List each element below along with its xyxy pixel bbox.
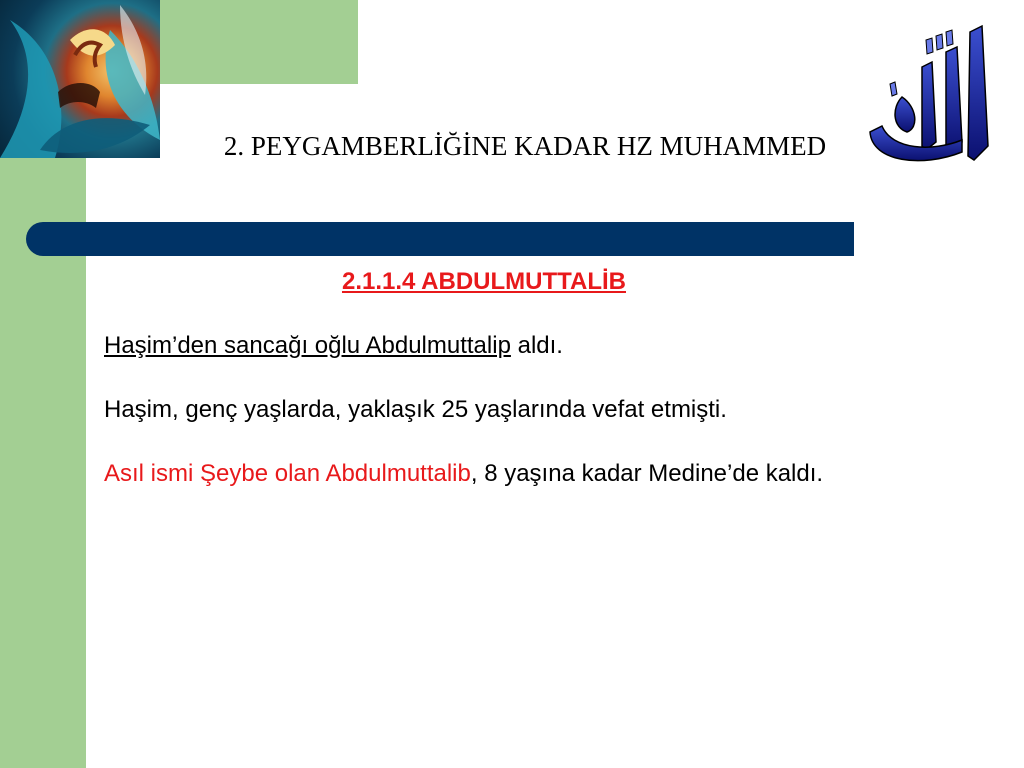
paragraph-sancak [104, 330, 864, 362]
section-subheading: 2.1.1.4 ABDULMUTTALİB [341, 268, 626, 295]
slide-body [104, 266, 864, 490]
slide-title: 2. PEYGAMBERLİĞİNE KADAR HZ MUHAMMED [223, 131, 827, 161]
muhammad-calligraphy-emblem-icon [0, 0, 160, 158]
paragraph-hasim-vefat: Haşim, genç yaşlarda, yaklaşık 25 yaşlarında vefat etmişti. [104, 396, 727, 423]
paragraph-seybe [104, 458, 864, 490]
paragraph-seybe-highlight: Asıl ismi Şeybe olan Abdulmuttalib [104, 460, 471, 487]
allah-calligraphy-icon [862, 22, 998, 164]
paragraph-sancak-underlined: Haşim’den sancağı oğlu Abdulmuttalip [104, 332, 511, 359]
paragraph-sancak-rest: aldı. [510, 332, 563, 359]
paragraph-seybe-rest: , 8 yaşına kadar Medine’de kaldı. [470, 460, 824, 487]
title-underline-bar [26, 222, 854, 256]
